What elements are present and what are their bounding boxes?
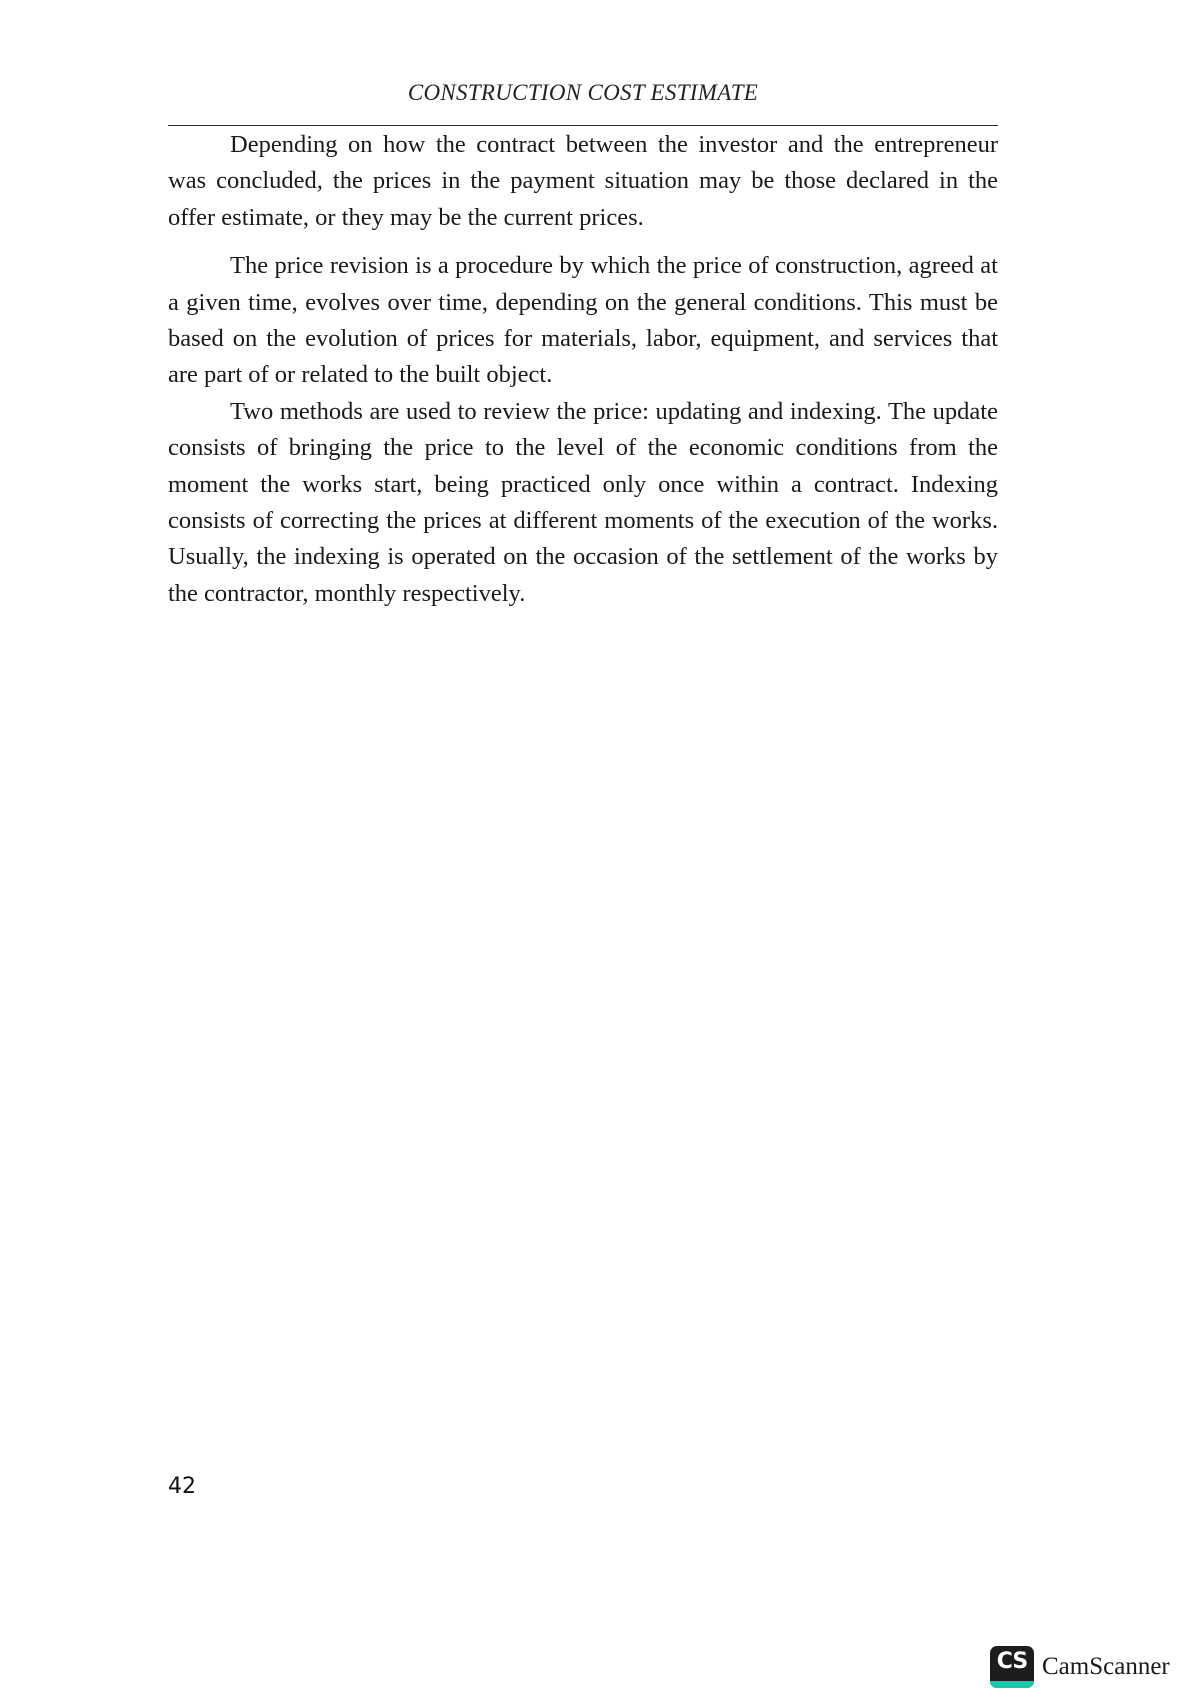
paragraph-2: The price revision is a procedure by which the price of construction, agreed at a given time, evolves over time, depending on the general conditions. This must be based on the evolution of prices for materials, labor, equipment, and services that are part of or related to the built object.: [168, 252, 998, 389]
camscanner-logo-icon: [990, 1646, 1034, 1688]
body-text: [168, 127, 998, 612]
camscanner-name: CamScanner: [1042, 1653, 1170, 1680]
header-divider: [168, 125, 998, 126]
camscanner-watermark: [990, 1646, 1170, 1688]
camscanner-logo-text: CS: [996, 1649, 1028, 1674]
paragraph-1: Depending on how the contract between the investor and the entrepreneur was concluded, the prices in the payment situation may be those declared in the offer estimate, or they may be the current prices.: [168, 131, 998, 231]
paragraph-3: Two methods are used to review the price: updating and indexing. The update consists of bringing the price to the level of the economic conditions from the moment the works start, being practiced only once within a contract. Indexing consists of correcting the prices at different moments of the execution of the works. Usually, the indexing is operated on the occasion of the settlement of the works by the contractor, monthly respectively.: [168, 397, 998, 607]
page-number: 42: [168, 1474, 196, 1499]
running-header: CONSTRUCTION COST ESTIMATE: [407, 80, 759, 105]
